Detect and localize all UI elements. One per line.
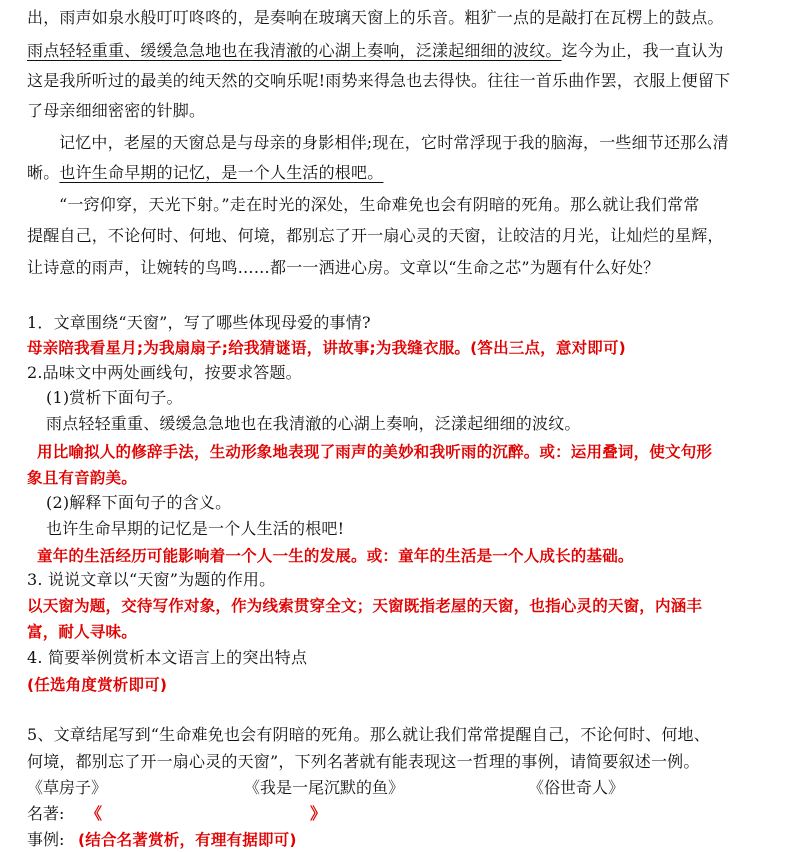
passage-line: 了母亲细细密密的针脚。 <box>27 101 206 120</box>
answer-2-2: 童年的生活经历可能影响着一个人一生的发展。或：童年的生活是一个人成长的基础。 <box>37 547 634 565</box>
book-title: 《我是一尾沉默的鱼》 <box>244 778 405 797</box>
question-2-2-sentence: 也许生命早期的记忆是一个人生活的根吧! <box>46 519 345 538</box>
passage-line <box>27 161 796 185</box>
passage-line: 让诗意的雨声，让婉转的鸟鸣……都一一洒进心房。文章以“生命之芯”为题有什么好处？ <box>27 258 660 277</box>
passage-line: “一窍仰穿，天光下射。”走在时光的深处，生命难免也会有阴暗的死角。那么就让我们常常 <box>59 195 700 214</box>
passage-text: 迄今为止，我一直认为 <box>561 41 724 60</box>
answer-2-1: 用比喻拟人的修辞手法，生动形象地表现了雨声的美妙和我听雨的沉醉。或：运用叠词，使文句形 <box>37 443 713 461</box>
question-2-1-sentence: 雨点轻轻重重、缓缓急急地也在我清澈的心湖上奏响，泛漾起细细的波纹。 <box>46 414 581 433</box>
example-label: 事例: <box>27 830 65 849</box>
passage-text: 晰。 <box>27 163 60 182</box>
work-answer-open: 《 <box>86 804 103 823</box>
question-1: 1．文章围绕“天窗”，写了哪些体现母爱的事情? <box>27 313 371 332</box>
question-2-1: (1)赏析下面句子。 <box>46 388 183 407</box>
work-label: 名著: <box>27 804 65 823</box>
passage-line: 这是我所听过的最美的纯天然的交响乐呢!雨势来得急也去得快。往往一首乐曲作罢，衣服上便留下 <box>27 71 731 90</box>
passage-line: 出，雨声如泉水般叮叮咚咚的，是奏响在玻璃天窗上的乐音。粗犷一点的是敲打在瓦楞上的鼓点。 <box>27 8 724 27</box>
passage-line: 提醒自己，不论何时、何地、何境，都别忘了开一扇心灵的天窗，让皎洁的月光，让灿烂的星辉， <box>27 226 724 245</box>
answer-3: 以天窗为题，交待写作对象，作为线索贯穿全文；天窗既指老屋的天窗，也指心灵的天窗，内涵丰 <box>27 597 703 615</box>
passage-line <box>27 39 796 63</box>
answer-1: 母亲陪我看星月;为我扇扇子;给我猜谜语，讲故事;为我缝衣服。(答出三点，意对即可) <box>27 339 626 357</box>
question-5: 5、文章结尾写到“生命难免也会有阴暗的死角。那么就让我们常常提醒自己，不论何时、何地、 <box>27 725 710 744</box>
answer-2-1: 象且有音韵美。 <box>27 469 137 487</box>
underlined-sentence: 雨点轻轻重重、缓缓急急地也在我清澈的心湖上奏响，泛漾起细细的波纹。 <box>27 41 562 60</box>
underlined-sentence: 也许生命早期的记忆，是一个人生活的根吧。 <box>59 163 384 182</box>
answer-4: (任选角度赏析即可) <box>27 676 168 694</box>
question-4: 4. 简要举例赏析本文语言上的突出特点 <box>27 648 308 667</box>
book-title: 《草房子》 <box>27 778 108 797</box>
question-2: 2.品味文中两处画线句，按要求答题。 <box>27 363 302 382</box>
answer-3: 富，耐人寻味。 <box>27 623 137 641</box>
question-5: 何境，都别忘了开一扇心灵的天窗”，下列名著就有能表现这一哲理的事例，请简要叙述一例。 <box>27 752 700 771</box>
answer-5: (结合名著赏析，有理有据即可) <box>78 831 297 849</box>
passage-line: 记忆中，老屋的天窗总是与母亲的身影相伴;现在，它时常浮现于我的脑海，一些细节还那么清 <box>59 133 729 152</box>
work-answer-close: 》 <box>310 804 327 823</box>
question-2-2: (2)解释下面句子的含义。 <box>46 493 232 512</box>
question-3: 3. 说说文章以“天窗”为题的作用。 <box>27 570 276 589</box>
book-title: 《俗世奇人》 <box>528 778 625 797</box>
